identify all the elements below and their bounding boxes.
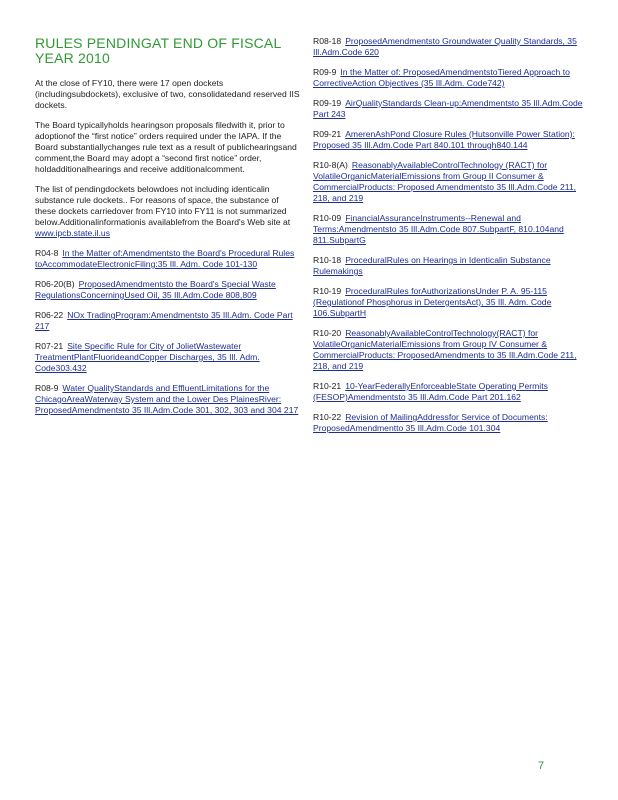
docket-entry bbox=[313, 213, 585, 246]
docket-entry bbox=[313, 98, 585, 120]
docket-number: R10-18 bbox=[313, 255, 342, 265]
page-title bbox=[35, 36, 301, 66]
left-docket-list bbox=[35, 248, 301, 416]
docket-number: R09-9 bbox=[313, 67, 337, 77]
docket-title-link[interactable]: Revision of MailingAddressfor Service of Documents: ProposedAmendmentto 35 Ill.Adm.Code 101.304 bbox=[313, 412, 548, 433]
docket-title-link[interactable]: Water QualityStandards and EffluentLimitations for the ChicagoAreaWaterway System and the Lower Des PlainesRiver: ProposedAmendmentsto 35 Ill.Adm.Code 301, 302, 303 and 304 217 bbox=[35, 383, 299, 415]
title-line-2: YEAR 2010 bbox=[35, 50, 110, 66]
docket-number: R08-9 bbox=[35, 383, 59, 393]
docket-title-link[interactable]: FinancialAssuranceInstruments--Renewal and Terms:Amendmentsto 35 Ill.Adm.Code 807.SubpartF, 810.104and 811.SubpartG bbox=[313, 213, 564, 245]
docket-title-link[interactable]: In the Matter of:Amendmentsto the Board's Procedural Rules toAccommodateElectronicFiling:35 Ill. Adm. Code 101-130 bbox=[35, 248, 295, 269]
left-column bbox=[35, 36, 301, 425]
docket-title-link[interactable]: Site Specific Rule for City of JolietWastewater TreatmentPlantFluorideandCopper Discharges, 35 Ill. Adm. Code303.432 bbox=[35, 341, 260, 373]
right-column bbox=[313, 36, 585, 443]
docket-entry bbox=[313, 328, 585, 372]
docket-number: R10-19 bbox=[313, 286, 342, 296]
docket-number: R10-20 bbox=[313, 328, 342, 338]
right-docket-list bbox=[313, 36, 585, 434]
docket-title-link[interactable]: NOx TradingProgram:Amendmentsto 35 Ill.Adm. Code Part 217 bbox=[35, 310, 293, 331]
docket-title-link[interactable]: ReasonablyAvailableControlTechnology (RACT) for VolatileOrganicMaterialEmissions from Group II Consumer & CommercialProducts: Proposed Amendmentsto 35 Ill.Adm.Code 211, 218, and 219 bbox=[313, 160, 577, 203]
docket-entry bbox=[313, 255, 585, 277]
docket-title-link[interactable]: ProceduralRules forAuthorizationsUnder P. A. 95-115 (Regulationof Phosphorus in DetergentsAct), 35 Ill. Adm. Code 106.SubpartH bbox=[313, 286, 552, 318]
docket-number: R10-21 bbox=[313, 381, 342, 391]
docket-title-link[interactable]: ProposedAmendmentsto the Board's Special Waste RegulationsConcerningUsed Oil, 35 Ill.Adm.Code 808,809 bbox=[35, 279, 276, 300]
docket-entry bbox=[313, 412, 585, 434]
docket-entry bbox=[313, 160, 585, 204]
pending-dockets-text: The list of pendingdockets belowdoes not including identicalin substance rule dockets.. For reasons of space, the substance of these dockets carriedover from FY10 into FY11 is not summarized below.Additionalinformationis availablefrom the Board's Web site at bbox=[35, 184, 291, 227]
docket-title-link[interactable]: AirQualityStandards Clean-up:Amendmentsto 35 Ill.Adm.Code Part 243 bbox=[313, 98, 583, 119]
board-website-link[interactable]: www.ipcb.state.il.us bbox=[35, 228, 110, 238]
title-line-1: RULES PENDINGAT END OF FISCAL bbox=[35, 35, 282, 51]
docket-entry bbox=[35, 383, 301, 416]
docket-entry bbox=[313, 129, 585, 151]
docket-number: R09-19 bbox=[313, 98, 342, 108]
docket-title-link[interactable]: AmerenAshPond Closure Rules (Hutsonville Power Station): Proposed 35 Ill.Adm.Code Part 840.101 through840.144 bbox=[313, 129, 575, 150]
docket-number: R04-8 bbox=[35, 248, 59, 258]
docket-number: R10-09 bbox=[313, 213, 342, 223]
docket-title-link[interactable]: 10-YearFederallyEnforceableState Operating Permits (FESOP)Amendmentsto 35 Ill.Adm.Code Part 201.162 bbox=[313, 381, 548, 402]
docket-number: R09-21 bbox=[313, 129, 342, 139]
page-number: 7 bbox=[538, 760, 545, 772]
docket-number: R10-22 bbox=[313, 412, 342, 422]
docket-title-link[interactable]: ProceduralRules on Hearings in Identicalin Substance Rulemakings bbox=[313, 255, 551, 276]
docket-entry bbox=[35, 279, 301, 301]
docket-title-link[interactable]: ReasonablyAvailableControlTechnology(RACT) for VolatileOrganicMaterialEmissions from Group IV Consumer & CommercialProducts: ProposedAmendments to 35 Ill.Adm.Code 211, 218, and 219 bbox=[313, 328, 577, 371]
intro-paragraph: At the close of FY10, there were 17 open dockets (includingsubdockets), exclusive of two, consolidatedand reserved IIS dockets. bbox=[35, 78, 300, 110]
docket-number: R06-20(B) bbox=[35, 279, 75, 289]
docket-title-link[interactable]: In the Matter of: ProposedAmendmentstoTiered Approach to CorrectiveAction Objectives (35 Ill.Adm. Code742) bbox=[313, 67, 570, 88]
docket-number: R07-21 bbox=[35, 341, 64, 351]
docket-entry bbox=[35, 248, 301, 270]
docket-number: R10-8(A) bbox=[313, 160, 348, 170]
docket-title-link[interactable]: ProposedAmendmentsto Groundwater Quality Standards, 35 Ill.Adm.Code 620 bbox=[313, 36, 577, 57]
docket-number: R08-18 bbox=[313, 36, 342, 46]
docket-entry bbox=[313, 36, 585, 58]
docket-entry bbox=[313, 286, 585, 319]
hearings-paragraph: The Board typicallyholds hearingson proposals filedwith it, prior to adoptionof the “first notice” orders required under the IAPA. If the Board substantiallychanges rule text as a result of publichearingsand comment,the Board may adopt a “second first notice” order, holdadditionalhearings and receive additionalcomment. bbox=[35, 120, 297, 174]
docket-entry bbox=[35, 341, 301, 374]
docket-number: R06-22 bbox=[35, 310, 64, 320]
pending-dockets-paragraph bbox=[35, 184, 301, 239]
docket-entry bbox=[313, 67, 585, 89]
docket-entry bbox=[313, 381, 585, 403]
docket-entry bbox=[35, 310, 301, 332]
